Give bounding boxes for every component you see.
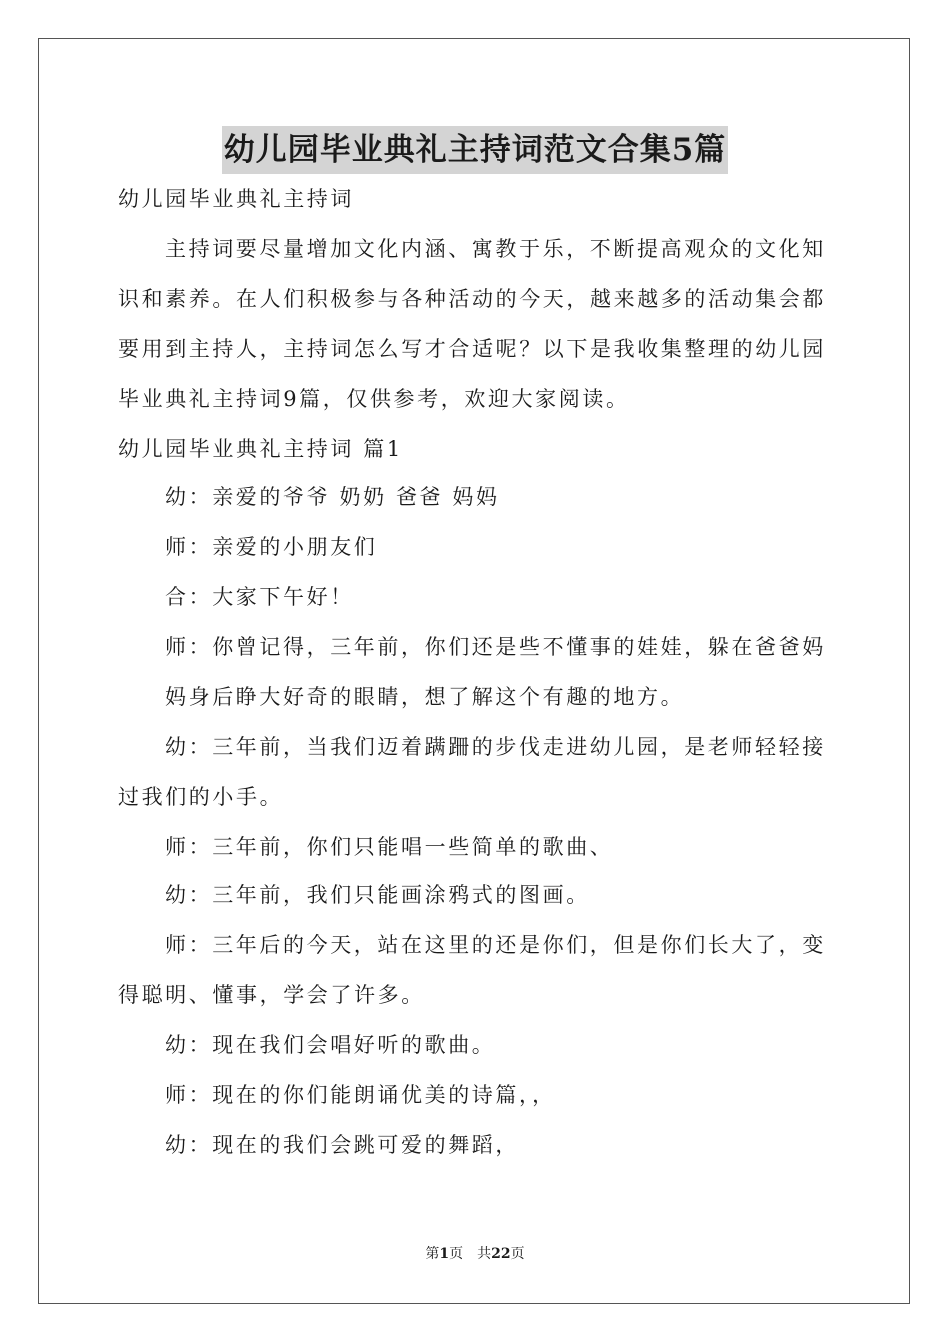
dialogue-line: 师：你曾记得，三年前，你们还是些不懂事的娃娃，躲在爸爸妈 <box>165 635 826 659</box>
dialogue-line: 师：现在的你们能朗诵优美的诗篇，， <box>165 1083 556 1107</box>
dialogue-line: 妈身后睁大好奇的眼睛，想了解这个有趣的地方。 <box>165 685 685 709</box>
footer-label-post: 页 <box>510 1246 525 1262</box>
dialogue-line: 合：大家下午好！ <box>165 585 354 609</box>
footer-page-current: 1 <box>439 1246 450 1262</box>
section-heading: 幼儿园毕业典礼主持词 篇1 <box>118 437 403 461</box>
paragraph-line: 要用到主持人，主持词怎么写才合适呢？以下是我收集整理的幼儿园 <box>118 337 826 361</box>
footer-label-mid: 页 共 <box>449 1246 492 1262</box>
paragraph-line: 主持词要尽量增加文化内涵、寓教于乐，不断提高观众的文化知 <box>165 237 826 261</box>
paragraph-line: 毕业典礼主持词9篇，仅供参考，欢迎大家阅读。 <box>118 387 630 411</box>
paragraph-line: 识和素养。在人们积极参与各种活动的今天，越来越多的活动集会都 <box>118 287 826 311</box>
footer-page-total: 22 <box>491 1246 511 1262</box>
dialogue-line: 师：三年后的今天，站在这里的还是你们，但是你们长大了，变 <box>165 933 826 957</box>
dialogue-line: 幼：现在的我们会跳可爱的舞蹈， <box>165 1133 519 1157</box>
dialogue-line: 幼：三年前，我们只能画涂鸦式的图画。 <box>165 883 590 907</box>
section-heading: 幼儿园毕业典礼主持词 <box>118 187 354 211</box>
footer-label-pre: 第 <box>425 1246 440 1262</box>
page-footer <box>0 1244 950 1264</box>
dialogue-line: 幼：三年前，当我们迈着蹒跚的步伐走进幼儿园，是老师轻轻接 <box>165 735 826 759</box>
document-title-container <box>0 126 950 174</box>
dialogue-line: 师：亲爱的小朋友们 <box>165 535 378 559</box>
dialogue-line: 过我们的小手。 <box>118 785 284 809</box>
dialogue-line: 幼：现在我们会唱好听的歌曲。 <box>165 1033 496 1057</box>
dialogue-line: 幼：亲爱的爷爷 奶奶 爸爸 妈妈 <box>165 485 500 509</box>
document-title: 幼儿园毕业典礼主持词范文合集5篇 <box>222 126 729 174</box>
dialogue-line: 得聪明、懂事，学会了许多。 <box>118 983 425 1007</box>
page-border <box>38 38 910 1304</box>
dialogue-line: 师：三年前，你们只能唱一些简单的歌曲、 <box>165 835 614 859</box>
